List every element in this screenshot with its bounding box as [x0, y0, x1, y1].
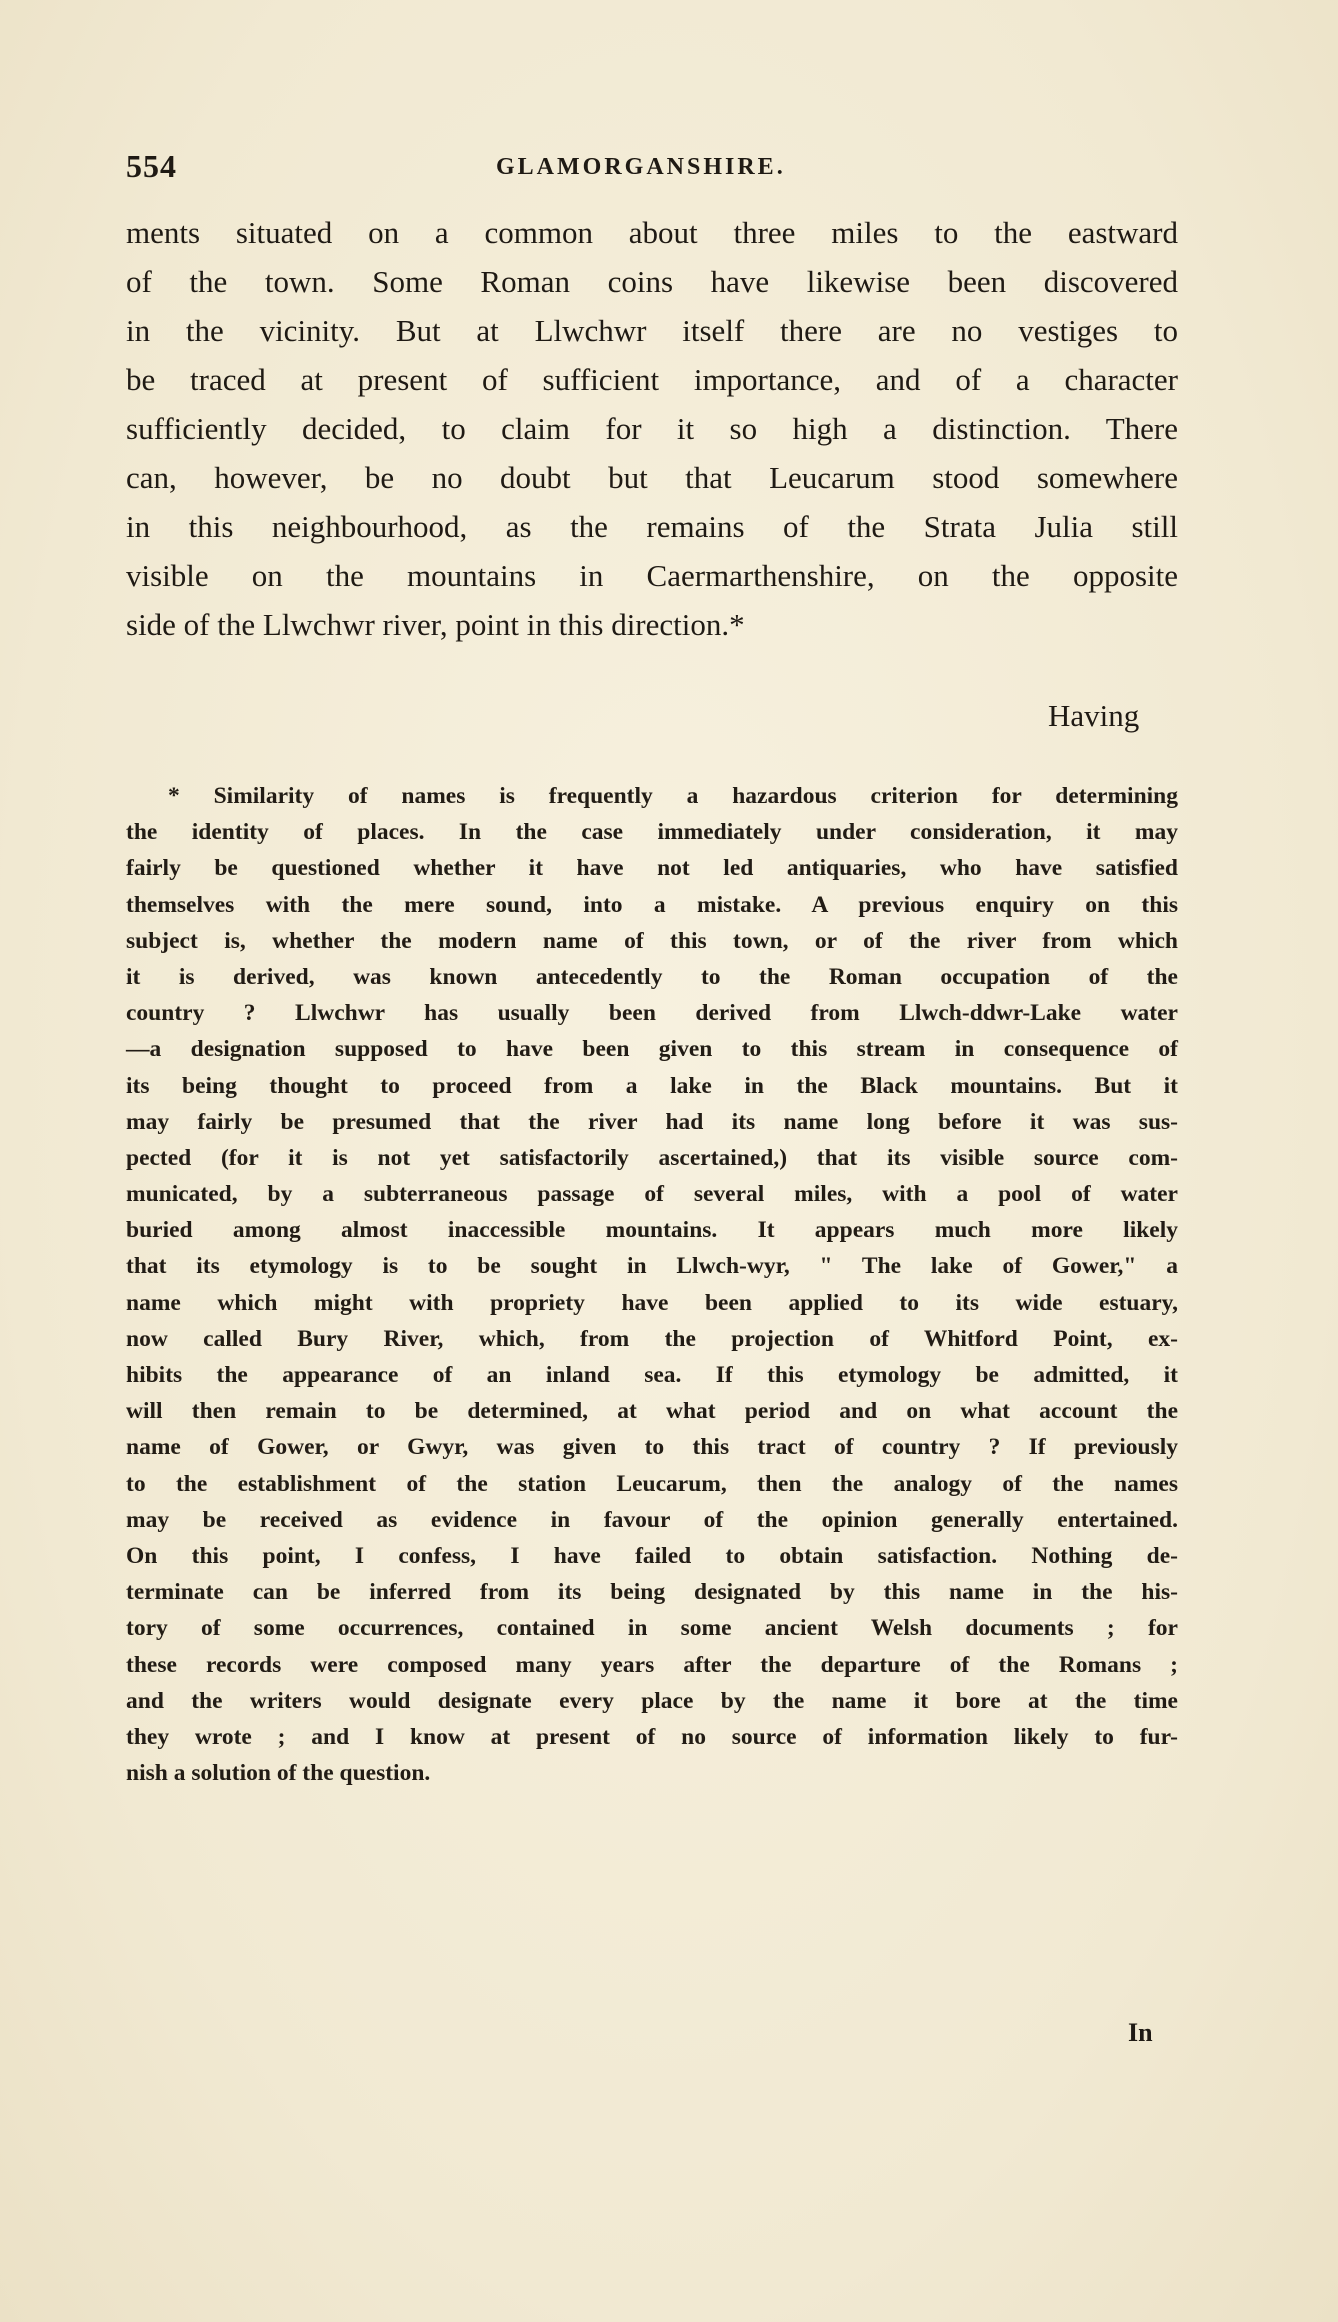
footnote-line: themselves with the mere sound, into a mistake. A previous enquiry on this — [126, 891, 1178, 918]
footnote-line: may fairly be presumed that the river had its name long before it was sus- — [126, 1108, 1178, 1135]
text-line: of the town. Some Roman coins have likewise been discovered — [126, 264, 1178, 299]
page-header — [126, 148, 1176, 188]
text-line: ments situated on a common about three miles to the eastward — [126, 215, 1178, 250]
text-line: in the vicinity. But at Llwchwr itself there are no vestiges to — [126, 313, 1178, 348]
page-number: 554 — [126, 148, 177, 184]
text-line: be traced at present of sufficient importance, and of a character — [126, 362, 1178, 397]
footnote-line: tory of some occurrences, contained in some ancient Welsh documents ; for — [126, 1615, 1178, 1642]
footnote-line: these records were composed many years after the departure of the Romans ; — [126, 1651, 1178, 1678]
text-line: can, however, be no doubt but that Leucarum stood somewhere — [126, 460, 1178, 495]
text-line: sufficiently decided, to claim for it so high a distinction. There — [126, 411, 1178, 446]
footnote-line: and the writers would designate every place by the name it bore at the time — [126, 1687, 1178, 1714]
main-text-block — [126, 208, 1178, 649]
footnote-line: now called Bury River, which, from the projection of Whitford Point, ex- — [126, 1325, 1178, 1352]
footnote-line: buried among almost inaccessible mountains. It appears much more likely — [126, 1217, 1178, 1244]
footnote-line: terminate can be inferred from its being designated by this name in the his- — [126, 1579, 1178, 1606]
footnote-line: its being thought to proceed from a lake in the Black mountains. But it — [126, 1072, 1178, 1099]
footnote-line: nish a solution of the question. — [126, 1760, 431, 1787]
footnote-line: will then remain to be determined, at what period and on what account the — [126, 1398, 1178, 1425]
footnote-line: On this point, I confess, I have failed to obtain satisfaction. Nothing de- — [126, 1542, 1178, 1569]
footnote-line: fairly be questioned whether it have not led antiquaries, who have satisfied — [126, 855, 1178, 882]
footnote-line: country ? Llwchwr has usually been derived from Llwch-ddwr-Lake water — [126, 1000, 1178, 1027]
footnote-line: name of Gower, or Gwyr, was given to this tract of country ? If previously — [126, 1434, 1178, 1461]
footnote-line: pected (for it is not yet satisfactorily ascertained,) that its visible source com- — [126, 1144, 1178, 1171]
footnote-line: may be received as evidence in favour of the opinion generally entertained. — [126, 1506, 1178, 1533]
footnote-line: * Similarity of names is frequently a hazardous criterion for determining — [168, 783, 1178, 809]
catchword: Having — [1048, 698, 1140, 733]
running-head: GLAMORGANSHIRE. — [496, 154, 786, 180]
footnote-line: municated, by a subterraneous passage of several miles, with a pool of water — [126, 1181, 1178, 1208]
text-line: in this neighbourhood, as the remains of the Strata Julia still — [126, 509, 1178, 544]
footnote-line: name which might with propriety have been applied to its wide estuary, — [126, 1289, 1178, 1316]
footnote-line: that its etymology is to be sought in Llwch-wyr, " The lake of Gower," a — [126, 1253, 1178, 1280]
footnote-block — [126, 778, 1178, 1791]
footnote-line: hibits the appearance of an inland sea. If this etymology be admitted, it — [126, 1362, 1178, 1388]
footnote-line: the identity of places. In the case immediately under consideration, it may — [126, 819, 1178, 846]
footnote-line: they wrote ; and I know at present of no source of information likely to fur- — [126, 1723, 1178, 1750]
footnote-catchword: In — [1128, 2018, 1153, 2047]
footnote-line: —a designation supposed to have been given to this stream in consequence of — [126, 1036, 1178, 1063]
footnote-line: to the establishment of the station Leucarum, then the analogy of the names — [126, 1470, 1178, 1497]
text-line: side of the Llwchwr river, point in this direction.* — [126, 607, 745, 642]
footnote-line: subject is, whether the modern name of this town, or of the river from which — [126, 927, 1178, 954]
text-line: visible on the mountains in Caermarthenshire, on the opposite — [126, 558, 1178, 593]
footnote-line: it is derived, was known antecedently to the Roman occupation of the — [126, 963, 1178, 990]
